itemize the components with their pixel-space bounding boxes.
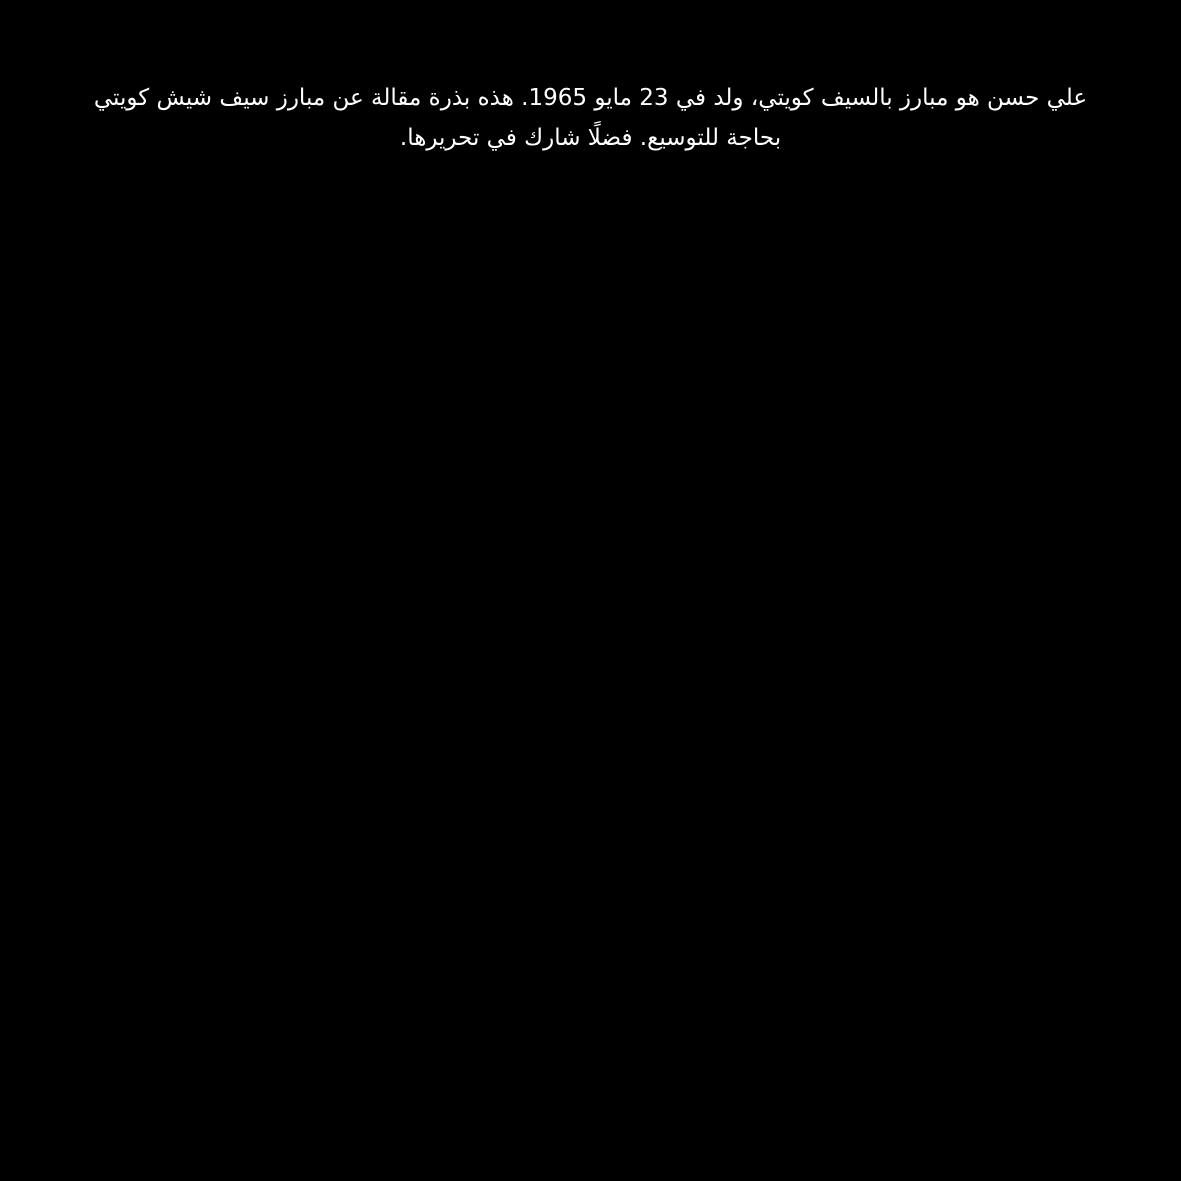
article-stub-text: علي حسن هو مبارز بالسيف كويتي، ولد في 23 مايو 1965. هذه بذرة مقالة عن مبارز سيف شيش كويتي بحاجة للتوسيع. فضلًا شارك في تحريرها. [93,85,1088,151]
